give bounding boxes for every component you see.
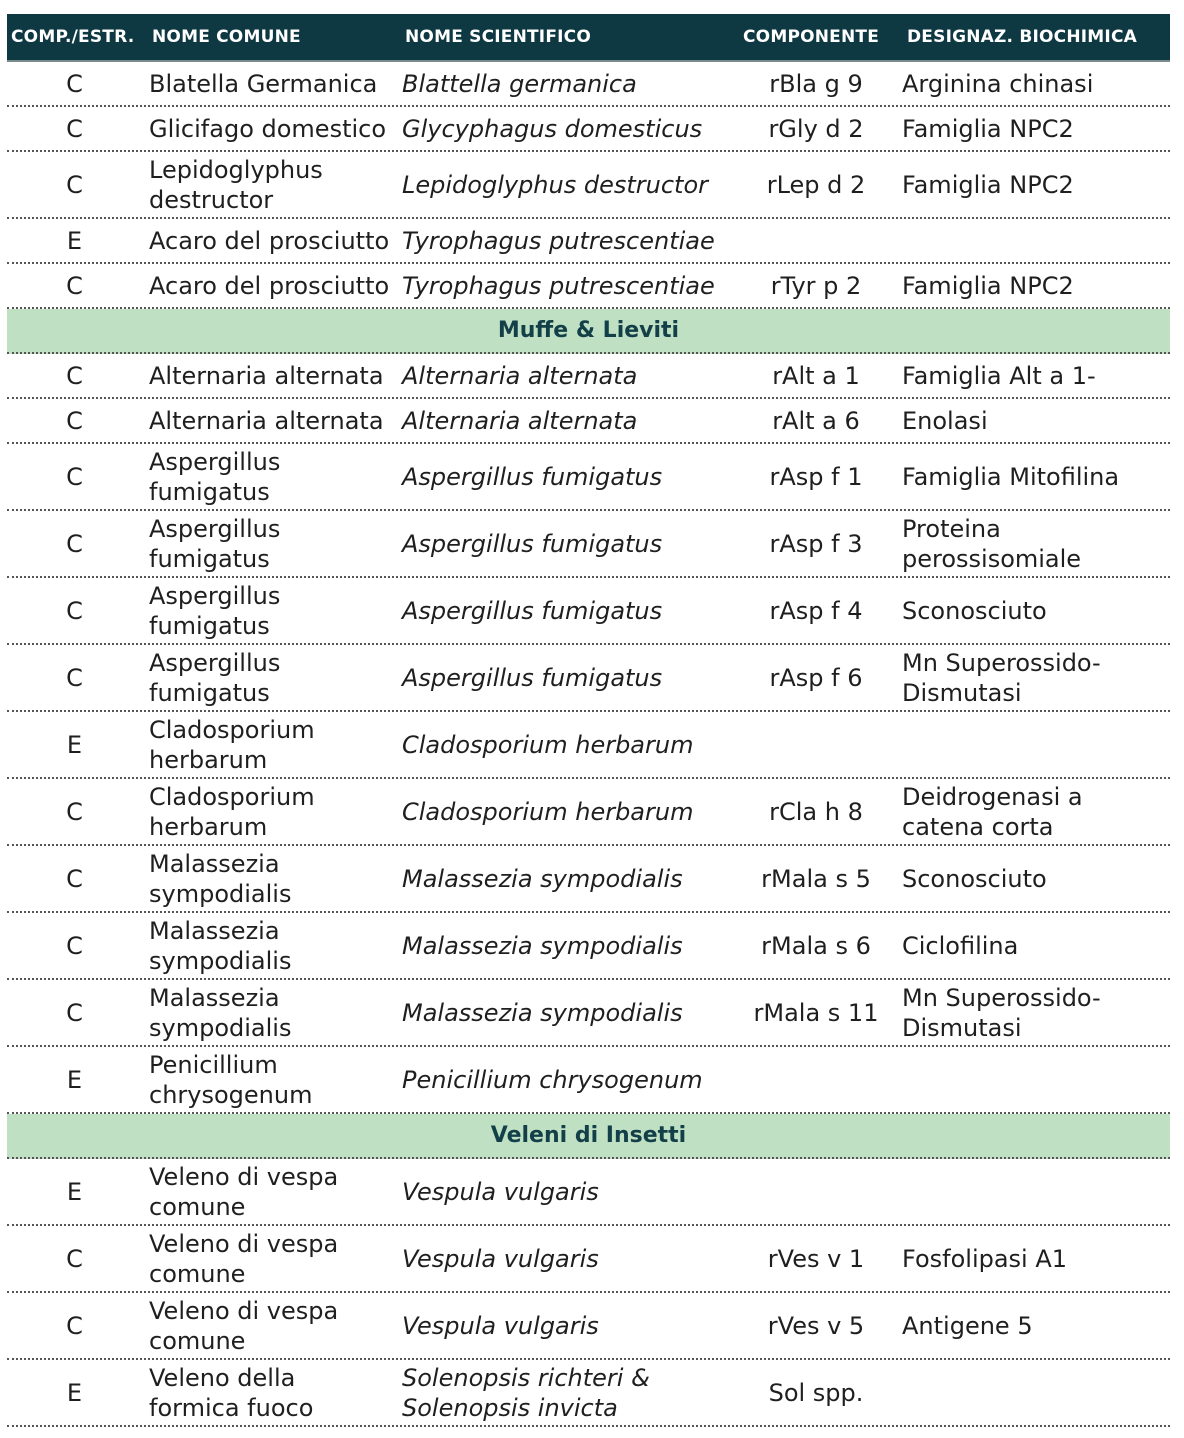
table-row bbox=[7, 1159, 1170, 1226]
cell-scientific-name: Malassezia sympodialis bbox=[402, 864, 683, 893]
cell-scientific-name: Aspergillus fumigatus bbox=[402, 596, 663, 625]
cell-component: rAsp f 1 bbox=[769, 462, 863, 491]
cell-comp-estr: C bbox=[66, 596, 83, 625]
cell-common-name: Veleno della formica fuoco bbox=[149, 1363, 314, 1422]
cell-comp-estr: C bbox=[66, 69, 83, 98]
header-nome-scientifico: NOME SCIENTIFICO bbox=[405, 27, 591, 47]
section-header: Veleni di Insetti bbox=[7, 1114, 1170, 1159]
header-comp-estr: COMP./ESTR. bbox=[11, 27, 135, 47]
cell-scientific-name: Malassezia sympodialis bbox=[402, 998, 683, 1027]
table-row bbox=[7, 1360, 1170, 1427]
cell-comp-estr: C bbox=[66, 864, 83, 893]
cell-comp-estr: E bbox=[66, 226, 83, 255]
cell-scientific-name: Lepidoglyphus destructor bbox=[402, 170, 708, 199]
cell-biochemical-designation: Sconosciuto bbox=[902, 596, 1047, 625]
cell-scientific-name: Malassezia sympodialis bbox=[402, 931, 683, 960]
cell-comp-estr: E bbox=[66, 1177, 83, 1206]
cell-component: rBla g 9 bbox=[769, 69, 863, 98]
cell-scientific-name: Penicillium chrysogenum bbox=[402, 1065, 703, 1094]
cell-scientific-name: Alternaria alternata bbox=[402, 361, 638, 390]
cell-common-name: Alternaria alternata bbox=[149, 406, 384, 435]
table-row bbox=[7, 264, 1170, 309]
table-header bbox=[7, 14, 1170, 62]
cell-comp-estr: C bbox=[66, 663, 83, 692]
cell-component: rAlt a 1 bbox=[772, 361, 860, 390]
cell-biochemical-designation: Famiglia Mitofilina bbox=[902, 462, 1120, 491]
cell-common-name: Malassezia sympodialis bbox=[149, 983, 292, 1042]
header-componente: COMPONENTE bbox=[743, 27, 880, 47]
cell-comp-estr: C bbox=[66, 931, 83, 960]
cell-component: rAsp f 6 bbox=[769, 663, 863, 692]
cell-common-name: Alternaria alternata bbox=[149, 361, 384, 390]
cell-common-name: Blatella Germanica bbox=[149, 69, 378, 98]
cell-comp-estr: C bbox=[66, 1244, 83, 1273]
cell-common-name: Aspergillus fumigatus bbox=[149, 514, 281, 573]
table-row bbox=[7, 219, 1170, 264]
cell-scientific-name: Aspergillus fumigatus bbox=[402, 462, 663, 491]
cell-biochemical-designation: Deidrogenasi a catena corta bbox=[902, 782, 1083, 841]
table-row bbox=[7, 846, 1170, 913]
table-row bbox=[7, 107, 1170, 152]
table-row bbox=[7, 980, 1170, 1047]
table-row bbox=[7, 779, 1170, 846]
table-row bbox=[7, 399, 1170, 444]
cell-biochemical-designation: Famiglia NPC2 bbox=[902, 170, 1074, 199]
cell-common-name: Veleno di vespa comune bbox=[149, 1162, 339, 1221]
cell-component: rAlt a 6 bbox=[772, 406, 860, 435]
cell-biochemical-designation: Fosfolipasi A1 bbox=[902, 1244, 1068, 1273]
cell-comp-estr: E bbox=[66, 730, 83, 759]
cell-component: rAsp f 4 bbox=[769, 596, 863, 625]
cell-component: rLep d 2 bbox=[766, 170, 866, 199]
table-row bbox=[7, 444, 1170, 511]
cell-comp-estr: E bbox=[66, 1065, 83, 1094]
cell-comp-estr: C bbox=[66, 361, 83, 390]
cell-common-name: Lepidoglyphus destructor bbox=[149, 155, 323, 214]
cell-common-name: Malassezia sympodialis bbox=[149, 916, 292, 975]
cell-component: Sol spp. bbox=[768, 1378, 864, 1407]
cell-comp-estr: C bbox=[66, 1311, 83, 1340]
cell-biochemical-designation: Mn Superossido-Dismutasi bbox=[902, 648, 1101, 707]
cell-comp-estr: C bbox=[66, 797, 83, 826]
table-row bbox=[7, 354, 1170, 399]
cell-comp-estr: C bbox=[66, 529, 83, 558]
cell-scientific-name: Cladosporium herbarum bbox=[402, 797, 694, 826]
cell-scientific-name: Tyrophagus putrescentiae bbox=[402, 271, 715, 300]
cell-component: rMala s 6 bbox=[761, 931, 871, 960]
cell-biochemical-designation: Antigene 5 bbox=[902, 1311, 1033, 1340]
table-row bbox=[7, 645, 1170, 712]
table-row bbox=[7, 1047, 1170, 1114]
cell-common-name: Acaro del prosciutto bbox=[149, 271, 390, 300]
table-row bbox=[7, 62, 1170, 107]
cell-scientific-name: Tyrophagus putrescentiae bbox=[402, 226, 715, 255]
cell-comp-estr: C bbox=[66, 271, 83, 300]
cell-scientific-name: Aspergillus fumigatus bbox=[402, 529, 663, 558]
cell-comp-estr: C bbox=[66, 170, 83, 199]
header-designazione-biochimica: DESIGNAZ. BIOCHIMICA bbox=[907, 27, 1137, 47]
cell-component: rAsp f 3 bbox=[769, 529, 863, 558]
table-row bbox=[7, 1293, 1170, 1360]
cell-common-name: Veleno di vespa comune bbox=[149, 1296, 339, 1355]
cell-biochemical-designation: Mn Superossido-Dismutasi bbox=[902, 983, 1101, 1042]
cell-component: rMala s 11 bbox=[753, 998, 879, 1027]
cell-common-name: Penicillium chrysogenum bbox=[149, 1050, 313, 1109]
cell-common-name: Aspergillus fumigatus bbox=[149, 447, 281, 506]
cell-component: rVes v 1 bbox=[767, 1244, 865, 1273]
table-row bbox=[7, 578, 1170, 645]
cell-component: rTyr p 2 bbox=[770, 271, 862, 300]
section-header: Muffe & Lieviti bbox=[7, 309, 1170, 354]
cell-scientific-name: Alternaria alternata bbox=[402, 406, 638, 435]
cell-component: rMala s 5 bbox=[761, 864, 871, 893]
cell-scientific-name: Aspergillus fumigatus bbox=[402, 663, 663, 692]
cell-component: rVes v 5 bbox=[767, 1311, 865, 1340]
cell-biochemical-designation: Enolasi bbox=[902, 406, 988, 435]
table-row bbox=[7, 913, 1170, 980]
table-row bbox=[7, 511, 1170, 578]
cell-common-name: Veleno di vespa comune bbox=[149, 1229, 339, 1288]
cell-component: rGly d 2 bbox=[768, 114, 864, 143]
allergen-table bbox=[7, 14, 1170, 1427]
cell-comp-estr: C bbox=[66, 998, 83, 1027]
cell-common-name: Malassezia sympodialis bbox=[149, 849, 292, 908]
cell-scientific-name: Vespula vulgaris bbox=[402, 1311, 599, 1340]
cell-comp-estr: C bbox=[66, 114, 83, 143]
cell-scientific-name: Cladosporium herbarum bbox=[402, 730, 694, 759]
cell-biochemical-designation: Proteina perossisomiale bbox=[902, 514, 1082, 573]
cell-comp-estr: E bbox=[66, 1378, 83, 1407]
cell-scientific-name: Glycyphagus domesticus bbox=[402, 114, 703, 143]
cell-biochemical-designation: Famiglia NPC2 bbox=[902, 114, 1074, 143]
cell-biochemical-designation: Sconosciuto bbox=[902, 864, 1047, 893]
cell-scientific-name: Vespula vulgaris bbox=[402, 1244, 599, 1273]
cell-common-name: Aspergillus fumigatus bbox=[149, 648, 281, 707]
cell-scientific-name: Blattella germanica bbox=[402, 69, 637, 98]
table-row bbox=[7, 1226, 1170, 1293]
table-row bbox=[7, 712, 1170, 779]
cell-common-name: Cladosporium herbarum bbox=[149, 782, 315, 841]
cell-biochemical-designation: Ciclofilina bbox=[902, 931, 1019, 960]
cell-common-name: Aspergillus fumigatus bbox=[149, 581, 281, 640]
cell-scientific-name: Solenopsis richteri & Solenopsis invicta bbox=[402, 1363, 650, 1422]
header-nome-comune: NOME COMUNE bbox=[152, 27, 301, 47]
cell-comp-estr: C bbox=[66, 406, 83, 435]
cell-biochemical-designation: Arginina chinasi bbox=[902, 69, 1094, 98]
cell-common-name: Glicifago domestico bbox=[149, 114, 387, 143]
cell-biochemical-designation: Famiglia NPC2 bbox=[902, 271, 1074, 300]
cell-comp-estr: C bbox=[66, 462, 83, 491]
cell-biochemical-designation: Famiglia Alt a 1- bbox=[902, 361, 1096, 390]
cell-common-name: Cladosporium herbarum bbox=[149, 715, 315, 774]
table-body bbox=[7, 62, 1170, 1427]
cell-scientific-name: Vespula vulgaris bbox=[402, 1177, 599, 1206]
cell-common-name: Acaro del prosciutto bbox=[149, 226, 390, 255]
cell-component: rCla h 8 bbox=[769, 797, 863, 826]
table-row bbox=[7, 152, 1170, 219]
